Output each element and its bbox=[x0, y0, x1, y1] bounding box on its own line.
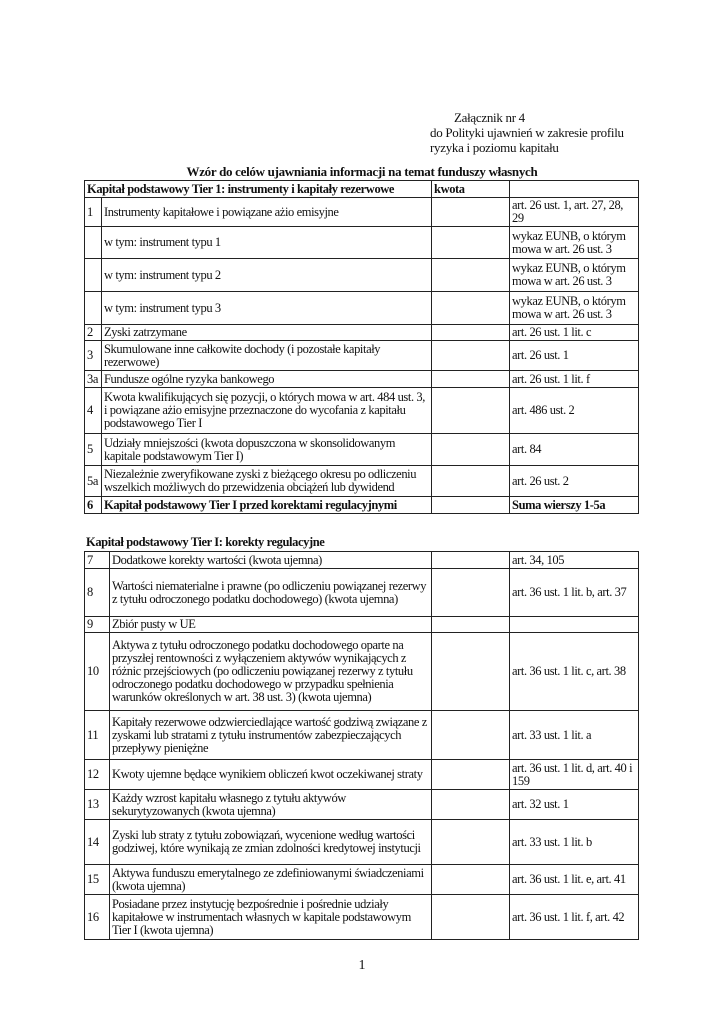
table-row bbox=[85, 552, 639, 569]
row-label: w tym: instrument typu 2 bbox=[102, 259, 432, 292]
row-number: 8 bbox=[85, 569, 110, 617]
row-amount bbox=[432, 371, 510, 388]
table-row bbox=[85, 790, 639, 820]
row-label: w tym: instrument typu 1 bbox=[102, 227, 432, 259]
row-label: Udziały mniejszości (kwota dopuszczona w skonsolidowanym kapitale podstawowym Tier I) bbox=[102, 434, 432, 466]
row-amount bbox=[432, 388, 510, 434]
annex-number: Załącznik nr 4 bbox=[454, 110, 525, 125]
row-reference: art. 36 ust. 1 lit. e, art. 41 bbox=[510, 865, 639, 895]
row-amount bbox=[432, 198, 510, 227]
row-label: Zyski lub straty z tytułu zobowiązań, wycenione według wartości godziwej, które wynikają ze zmian zdolności kredytowej instytucji bbox=[110, 820, 432, 865]
row-label: Fundusze ogólne ryzyka bankowego bbox=[102, 371, 432, 388]
row-amount bbox=[432, 790, 510, 820]
row-number: 6 bbox=[85, 497, 102, 514]
row-amount bbox=[432, 865, 510, 895]
row-label: Aktywa z tytułu odroczonego podatku dochodowego oparte na przyszłej rentowności z wyłączeniem aktywów wynikających z różnic przejściowych (po odliczeniu powiązanej rezerwy z tytułu odroczonego podatku dochodowego w przypadku spełnienia warunków określonych w art. 38 ust. 3) (kwota ujemna) bbox=[110, 633, 432, 711]
table-header-row bbox=[85, 181, 639, 198]
row-amount bbox=[432, 325, 510, 341]
row-amount bbox=[432, 497, 510, 514]
row-reference: art. 33 ust. 1 lit. a bbox=[510, 711, 639, 760]
row-reference: art. 26 ust. 1 lit. f bbox=[510, 371, 639, 388]
row-amount bbox=[432, 617, 510, 633]
row-label: Instrumenty kapitałowe i powiązane ażio emisyjne bbox=[102, 198, 432, 227]
row-reference: wykaz EUNB, o którym mowa w art. 26 ust. 3 bbox=[510, 259, 639, 292]
row-number: 3a bbox=[85, 371, 102, 388]
row-label: Kapitał podstawowy Tier I przed korektami regulacyjnymi bbox=[102, 497, 432, 514]
row-number: 10 bbox=[85, 633, 110, 711]
row-reference: art. 26 ust. 2 bbox=[510, 466, 639, 497]
page-title: Wzór do celów ujawniania informacji na temat funduszy własnych bbox=[186, 164, 538, 179]
table-row bbox=[85, 198, 639, 227]
row-reference: wykaz EUNB, o którym mowa w art. 26 ust. 3 bbox=[510, 227, 639, 259]
row-reference: art. 36 ust. 1 lit. c, art. 38 bbox=[510, 633, 639, 711]
table-row bbox=[85, 760, 639, 790]
table-row bbox=[85, 569, 639, 617]
own-funds-table-adjustments bbox=[84, 551, 639, 940]
row-label: Posiadane przez instytucję bezpośrednie i pośrednie udziały kapitałowe w instrumentach własnych w kapitale podstawowym Tier I (kwota ujemna) bbox=[110, 895, 432, 940]
row-number: 4 bbox=[85, 388, 102, 434]
table-row bbox=[85, 895, 639, 940]
table-row bbox=[85, 388, 639, 434]
row-number: 2 bbox=[85, 325, 102, 341]
row-number bbox=[85, 227, 102, 259]
table-row bbox=[85, 434, 639, 466]
table-row bbox=[85, 341, 639, 371]
ref-header-empty bbox=[510, 181, 639, 198]
table-row bbox=[85, 371, 639, 388]
table-row bbox=[85, 259, 639, 292]
row-reference: art. 486 ust. 2 bbox=[510, 388, 639, 434]
table-row bbox=[85, 497, 639, 514]
row-label: Zyski zatrzymane bbox=[102, 325, 432, 341]
row-label: Wartości niematerialne i prawne (po odliczeniu powiązanej rezerwy z tytułu odroczonego podatku dochodowego) (kwota ujemna) bbox=[110, 569, 432, 617]
row-label: Kwoty ujemne będące wynikiem obliczeń kwot oczekiwanej straty bbox=[110, 760, 432, 790]
table-row bbox=[85, 227, 639, 259]
section-header-label: Kapitał podstawowy Tier 1: instrumenty i kapitały rezerwowe bbox=[85, 181, 432, 198]
row-reference: art. 34, 105 bbox=[510, 552, 639, 569]
table-row bbox=[85, 292, 639, 325]
section-header-adjustments: Kapitał podstawowy Tier I: korekty regulacyjne bbox=[86, 535, 325, 549]
row-number: 3 bbox=[85, 341, 102, 371]
row-reference: art. 36 ust. 1 lit. d, art. 40 i 159 bbox=[510, 760, 639, 790]
row-label: w tym: instrument typu 3 bbox=[102, 292, 432, 325]
row-label: Kapitały rezerwowe odzwierciedlające wartość godziwą związane z zyskami lub stratami z tytułu instrumentów zabezpieczających przepływy pieniężne bbox=[110, 711, 432, 760]
row-number bbox=[85, 292, 102, 325]
row-reference: art. 84 bbox=[510, 434, 639, 466]
row-number: 1 bbox=[85, 198, 102, 227]
table-row bbox=[85, 820, 639, 865]
row-amount bbox=[432, 820, 510, 865]
row-reference: Suma wierszy 1-5a bbox=[510, 497, 639, 514]
row-number: 12 bbox=[85, 760, 110, 790]
row-number: 15 bbox=[85, 865, 110, 895]
row-reference: art. 33 ust. 1 lit. b bbox=[510, 820, 639, 865]
own-funds-table-instruments bbox=[84, 180, 639, 514]
row-amount bbox=[432, 633, 510, 711]
row-amount bbox=[432, 341, 510, 371]
table-row bbox=[85, 633, 639, 711]
annex-header bbox=[430, 110, 624, 155]
row-label: Skumulowane inne całkowite dochody (i pozostałe kapitały rezerwowe) bbox=[102, 341, 432, 371]
row-amount bbox=[432, 259, 510, 292]
row-amount bbox=[432, 292, 510, 325]
row-amount bbox=[432, 895, 510, 940]
row-label: Dodatkowe korekty wartości (kwota ujemna) bbox=[110, 552, 432, 569]
row-reference: art. 26 ust. 1 bbox=[510, 341, 639, 371]
row-reference: wykaz EUNB, o którym mowa w art. 26 ust. 3 bbox=[510, 292, 639, 325]
row-label: Aktywa funduszu emerytalnego ze zdefiniowanymi świadczeniami (kwota ujemna) bbox=[110, 865, 432, 895]
row-label: Każdy wzrost kapitału własnego z tytułu aktywów sekurytyzowanych (kwota ujemna) bbox=[110, 790, 432, 820]
row-label: Zbiór pusty w UE bbox=[110, 617, 432, 633]
row-amount bbox=[432, 569, 510, 617]
row-number bbox=[85, 259, 102, 292]
row-label: Niezależnie zweryfikowane zyski z bieżącego okresu po odliczeniu wszelkich możliwych do przewidzenia obciążeń lub dywidend bbox=[102, 466, 432, 497]
row-number: 7 bbox=[85, 552, 110, 569]
row-label: Kwota kwalifikujących się pozycji, o których mowa w art. 484 ust. 3, i powiązane ażio emisyjne przeznaczone do wycofania z kapitału podstawowego Tier I bbox=[102, 388, 432, 434]
row-number: 5a bbox=[85, 466, 102, 497]
table-row bbox=[85, 325, 639, 341]
annex-scope: ryzyka i poziomu kapitału bbox=[430, 140, 559, 155]
row-number: 13 bbox=[85, 790, 110, 820]
row-reference: art. 36 ust. 1 lit. f, art. 42 bbox=[510, 895, 639, 940]
row-amount bbox=[432, 466, 510, 497]
row-amount bbox=[432, 227, 510, 259]
table-row bbox=[85, 466, 639, 497]
page-number: 1 bbox=[358, 958, 366, 973]
kwota-header: kwota bbox=[432, 181, 510, 198]
row-number: 16 bbox=[85, 895, 110, 940]
row-number: 9 bbox=[85, 617, 110, 633]
row-amount bbox=[432, 760, 510, 790]
row-amount bbox=[432, 434, 510, 466]
row-number: 5 bbox=[85, 434, 102, 466]
row-reference: art. 26 ust. 1 lit. c bbox=[510, 325, 639, 341]
row-amount bbox=[432, 552, 510, 569]
table-row bbox=[85, 711, 639, 760]
row-number: 11 bbox=[85, 711, 110, 760]
row-reference bbox=[510, 617, 639, 633]
row-reference: art. 36 ust. 1 lit. b, art. 37 bbox=[510, 569, 639, 617]
row-reference: art. 26 ust. 1, art. 27, 28, 29 bbox=[510, 198, 639, 227]
annex-policy: do Polityki ujawnień w zakresie profilu bbox=[430, 125, 624, 140]
row-number: 14 bbox=[85, 820, 110, 865]
table-row bbox=[85, 617, 639, 633]
row-amount bbox=[432, 711, 510, 760]
table-row bbox=[85, 865, 639, 895]
row-reference: art. 32 ust. 1 bbox=[510, 790, 639, 820]
